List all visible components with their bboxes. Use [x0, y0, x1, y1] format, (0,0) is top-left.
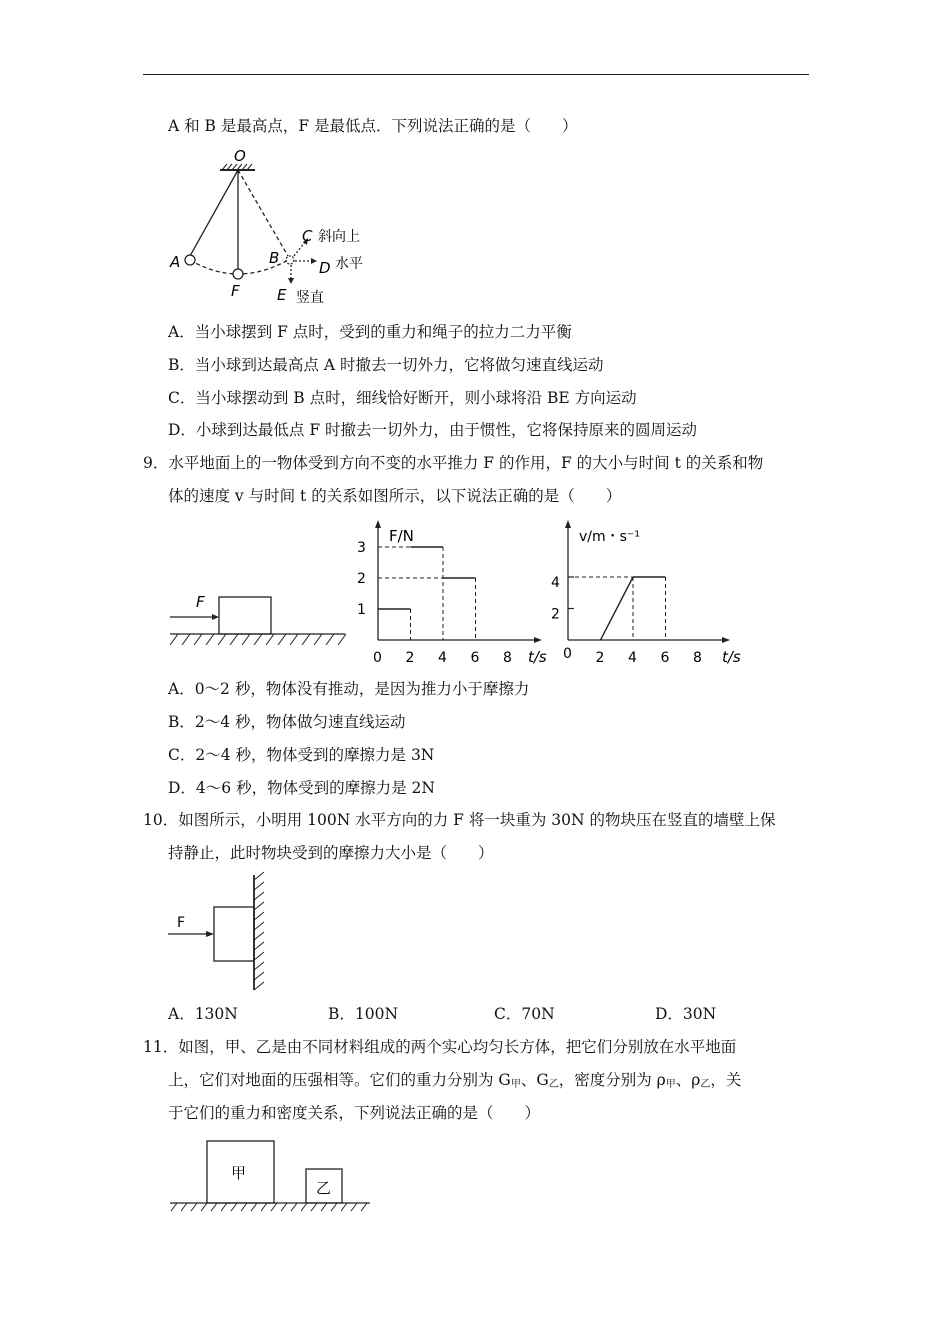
header-rule — [143, 74, 809, 75]
label-F-push: F — [196, 593, 205, 611]
label-horizontal: 水平 — [335, 256, 363, 272]
label-F: F — [231, 282, 240, 300]
ball-B — [286, 256, 294, 264]
x-tick-label-2: 2 — [595, 650, 605, 666]
block — [219, 597, 271, 634]
q10-stem-line2: 持静止，此时物块受到的摩擦力大小是（ ） — [168, 844, 494, 862]
q11-stem-line3: 于它们的重力和密度关系，下列说法正确的是（ ） — [168, 1104, 541, 1122]
x-tick-label-0: 0 — [563, 646, 572, 662]
label-oblique-up: 斜向上 — [318, 229, 360, 245]
velocity-time-chart — [535, 515, 750, 670]
x-tick-label-4: 4 — [438, 650, 447, 666]
q9-stem-line1: 9．水平地面上的一物体受到方向不变的水平推力 F 的作用，F 的大小与时间 t 的关系和物 — [143, 454, 764, 472]
string-to-A — [190, 170, 238, 256]
x-axis-label: t/s — [528, 648, 547, 666]
x-tick-label-6: 6 — [660, 650, 670, 666]
x-axis-label: t/s — [722, 648, 741, 666]
label-C: C — [302, 227, 313, 245]
velocity-segment-2 — [601, 577, 634, 640]
y-axis-label: F/N — [389, 527, 414, 545]
x-tick-label-0: 0 — [373, 650, 382, 666]
x-tick-label-2: 2 — [405, 650, 415, 666]
q9-option-d: D．4～6 秒，物体受到的摩擦力是 2N — [168, 779, 435, 797]
q11-stem-line2: 上，它们对地面的压强相等。它们的重力分别为 $G_甲$、$G_乙$，密度分别为 $\rho_甲$、$\rho_乙$，关 — [168, 1071, 742, 1090]
label-A: A — [170, 253, 181, 271]
label-jia: 甲 — [231, 1164, 247, 1182]
q8-option-c: C．当小球摆动到 B 点时，细线恰好断开，则小球将沿 BE 方向运动 — [168, 389, 637, 407]
force-time-chart — [345, 515, 550, 670]
q10-stem-line1: 10．如图所示，小明用 100N 水平方向的力 F 将一块重为 30N 的物块压在竖直的墙壁上保 — [143, 811, 776, 829]
ground-hatch-2 — [171, 1203, 367, 1211]
label-O: O — [234, 147, 246, 165]
y-axis-label: v/m・s⁻¹ — [579, 529, 640, 545]
y-tick-label-2: 2 — [551, 606, 560, 623]
string-to-B — [238, 170, 288, 256]
label-vertical: 竖直 — [296, 290, 324, 306]
boxes-figure — [165, 1135, 380, 1220]
x-tick-label-8: 8 — [693, 650, 702, 666]
q9-option-c: C．2～4 秒，物体受到的摩擦力是 3N — [168, 746, 435, 764]
wall-hatch — [254, 872, 264, 990]
label-B: B — [269, 249, 280, 267]
block-on-wall — [214, 907, 254, 961]
y-tick-label-4: 4 — [551, 575, 560, 591]
x-tick-label-8: 8 — [503, 650, 512, 666]
label-F-wall: F — [177, 915, 186, 931]
q10-option-d: D．30N — [655, 1005, 717, 1023]
ground-hatch — [170, 634, 346, 645]
q8-stem: A 和 B 是最高点，F 是最低点．下列说法正确的是（ ） — [168, 117, 578, 135]
q9-option-a: A．0～2 秒，物体没有推动，是因为推力小于摩擦力 — [168, 680, 530, 698]
ball-A — [185, 255, 195, 265]
q10-option-b: B．100N — [328, 1005, 399, 1023]
pendulum-figure — [160, 148, 390, 308]
q10-option-a: A．130N — [168, 1005, 238, 1023]
ball-F — [233, 269, 243, 279]
label-D: D — [319, 259, 331, 277]
label-yi: 乙 — [316, 1179, 332, 1197]
q9-stem-line2: 体的速度 v 与时间 t 的关系如图所示，以下说法正确的是（ ） — [168, 487, 622, 505]
q8-option-b: B．当小球到达最高点 A 时撤去一切外力，它将做匀速直线运动 — [168, 356, 604, 374]
q8-option-a: A．当小球摆到 F 点时，受到的重力和绳子的拉力二力平衡 — [168, 323, 572, 341]
x-tick-label-4: 4 — [628, 650, 637, 666]
y-tick-label-3: 3 — [357, 540, 366, 556]
label-E: E — [277, 286, 287, 304]
q8-option-d: D．小球到达最低点 F 时撤去一切外力，由于惯性，它将保持原来的圆周运动 — [168, 421, 698, 439]
y-tick-label-2: 2 — [357, 571, 366, 587]
wall-block-figure — [160, 870, 280, 995]
block-push-figure — [160, 585, 360, 655]
q9-option-b: B．2～4 秒，物体做匀速直线运动 — [168, 713, 406, 731]
q11-stem-line1: 11．如图，甲、乙是由不同材料组成的两个实心均匀长方体，把它们分别放在水平地面 — [143, 1038, 737, 1056]
x-tick-label-6: 6 — [470, 650, 480, 666]
q10-option-c: C．70N — [494, 1005, 555, 1023]
y-tick-label-1: 1 — [357, 602, 366, 618]
